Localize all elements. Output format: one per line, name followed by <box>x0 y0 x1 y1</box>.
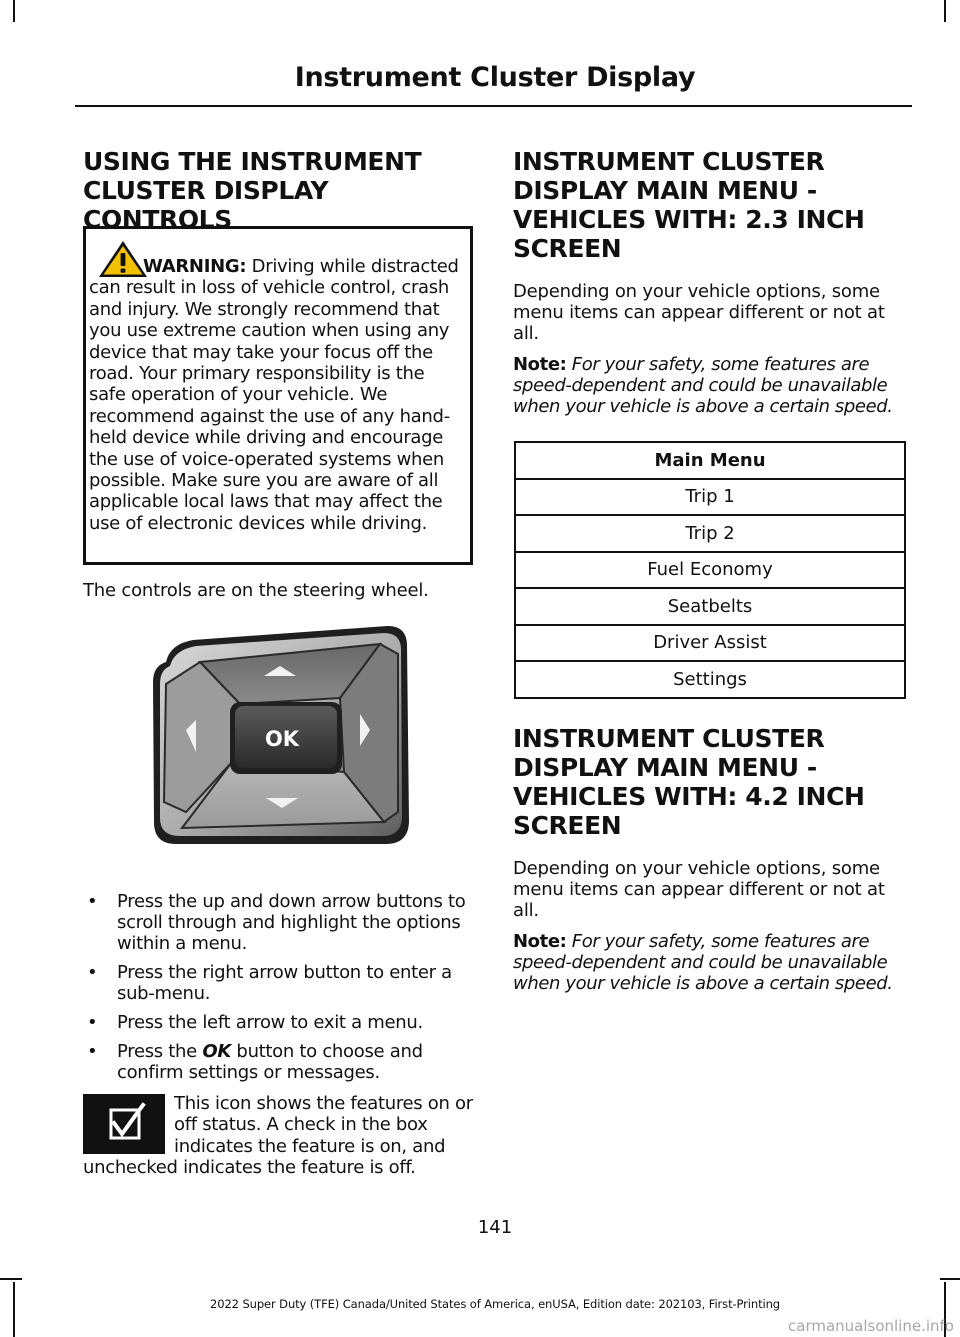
list-item: • Press the OK button to choose and confirm settings or messages. <box>87 1041 423 1083</box>
crop-mark <box>944 0 946 22</box>
main-menu-table <box>514 441 906 699</box>
table-row: Settings <box>515 661 905 698</box>
list-item: • Press the left arrow to exit a menu. <box>87 1012 423 1033</box>
warning-label: WARNING: <box>143 256 247 277</box>
ok-button-label: OK <box>264 727 300 751</box>
watermark: carmanualsonline.info <box>788 1317 954 1335</box>
warning-text <box>89 256 460 534</box>
steering-wheel-controls-image <box>148 622 413 849</box>
crop-mark <box>0 1278 22 1280</box>
table-row: Fuel Economy <box>515 552 905 589</box>
list-item: • Press the right arrow button to enter a sub-menu. <box>87 962 452 1004</box>
right-column-lower <box>513 724 908 994</box>
page-number: 141 <box>477 1217 513 1238</box>
warning-body: Driving while distracted can result in loss of vehicle control, crash and injury. We strongly recommend that you use extreme caution when using any device that may take your focus off the road. Your primary responsibility is the safe operation of your vehicle. We recommend against the use of any hand-held device while driving and encourage the use of voice-operated systems when possible. Make sure you are aware of all applicable local laws that may affect the use of electronic devices while driving. <box>89 256 459 534</box>
options-paragraph: Depending on your vehicle options, some menu items can appear different or not at all. <box>513 281 885 344</box>
table-row: Trip 2 <box>515 515 905 552</box>
control-instructions-list <box>83 891 475 1091</box>
table-row: Driver Assist <box>515 625 905 662</box>
list-item: • Press the up and down arrow buttons to scroll through and highlight the options within a menu. <box>87 891 466 954</box>
controls-location-text: The controls are on the steering wheel. <box>83 580 429 601</box>
footer-edition-text: 2022 Super Duty (TFE) Canada/United States of America, enUSA, Edition date: 202103, First-Printing <box>210 1297 780 1311</box>
table-row: Seatbelts <box>515 588 905 625</box>
crop-mark <box>940 1278 960 1280</box>
section-heading-menu-4-2: INSTRUMENT CLUSTER DISPLAY MAIN MENU - VEHICLES WITH: 4.2 INCH SCREEN <box>513 724 865 840</box>
options-paragraph: Depending on your vehicle options, some menu items can appear different or not at all. <box>513 858 885 921</box>
header-divider <box>75 105 912 107</box>
section-heading-menu-2-3: INSTRUMENT CLUSTER DISPLAY MAIN MENU - VEHICLES WITH: 2.3 INCH SCREEN <box>513 147 865 263</box>
section-heading-controls: USING THE INSTRUMENT CLUSTER DISPLAY CONTROLS <box>83 147 422 234</box>
page-header-title: Instrument Cluster Display <box>294 62 696 93</box>
left-column <box>83 147 473 234</box>
crop-mark <box>13 0 15 22</box>
ok-emphasis: OK <box>202 1041 232 1062</box>
table-row: Trip 1 <box>515 479 905 516</box>
table-header: Main Menu <box>515 442 905 479</box>
warning-box <box>83 226 473 565</box>
right-column <box>513 147 908 417</box>
speed-note: Note: For your safety, some features are speed-dependent and could be unavailable when your vehicle is above a certain speed. <box>513 354 893 417</box>
checkbox-icon-description: This icon shows the features on or off status. A check in the box indicates the feature is on, and unchecked indicates the feature is off. <box>83 1093 473 1179</box>
speed-note: Note: For your safety, some features are speed-dependent and could be unavailable when your vehicle is above a certain speed. <box>513 931 893 994</box>
